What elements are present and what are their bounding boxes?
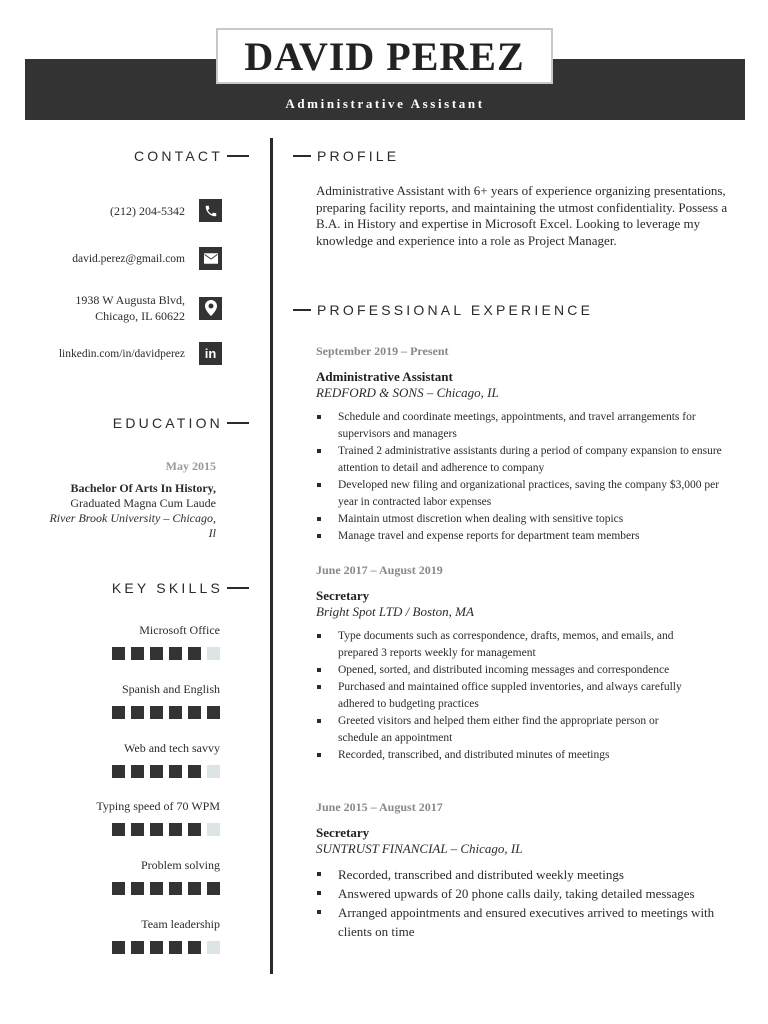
education-heading [113,415,249,431]
skill-dot-filled [188,941,201,954]
job-bullets [316,409,740,545]
skill-dot-filled [131,823,144,836]
skill-dot-filled [188,823,201,836]
skill-dot-filled [112,941,125,954]
skill-item [20,858,220,895]
heading-dash [227,422,249,424]
job-dates: June 2015 – August 2017 [316,800,443,814]
job-bullet: Recorded, transcribed and distributed weekly meetings [316,865,721,884]
phone-icon [199,199,222,222]
contact-linkedin-row [59,342,222,365]
candidate-name: DAVID PEREZ [244,33,525,79]
skill-dot-filled [188,882,201,895]
skill-dot-filled [131,941,144,954]
education-honors: Graduated Magna Cum Laude [70,496,216,510]
skill-rating [20,823,220,836]
contact-phone-row [110,199,222,222]
skills-heading [112,580,249,596]
job-dates: September 2019 – Present [316,344,449,358]
skill-dot-filled [188,765,201,778]
job-bullet: Purchased and maintained office suppled inventories, and always carefully adhered to budgeting practices [316,679,696,713]
skill-dot-filled [169,647,182,660]
skill-item [20,917,220,954]
candidate-title: Administrative Assistant [285,96,485,111]
job-bullet: Type documents such as correspondence, drafts, memos, and emails, and prepared 3 reports weekly for management [316,628,696,662]
location-icon [199,297,222,320]
job-bullets [316,628,696,764]
skill-label: Problem solving [140,858,220,872]
job-entry [316,344,740,545]
skill-dot-filled [207,706,220,719]
job-bullet: Maintain utmost discretion when dealing with sensitive topics [316,511,740,528]
address-line-1: 1938 W Augusta Blvd, [75,293,185,307]
email-icon [199,247,222,270]
skill-dot-empty [207,765,220,778]
skill-dot-filled [150,823,163,836]
skill-dot-filled [150,647,163,660]
job-dates: June 2017 – August 2019 [316,563,443,577]
skill-dot-filled [112,882,125,895]
profile-summary: Administrative Assistant with 6+ years of experience organizing presentations, preparing facility reports, and maintaining the utmost confidentiality. Possess a B.A. in History and expertise in Microsoft Excel. Looking to leverage my knowledge and experience into a role as Project Manager. [316,183,728,248]
skill-label: Web and tech savvy [124,741,220,755]
heading-dash [227,587,249,589]
education-heading-label: EDUCATION [112,415,223,431]
contact-address [75,292,185,324]
skill-dot-filled [169,765,182,778]
address-line-2: Chicago, IL 60622 [95,309,185,323]
skill-dot-filled [131,882,144,895]
contact-heading-label: CONTACT [133,148,223,164]
heading-dash [293,155,311,157]
skill-dot-filled [112,706,125,719]
skill-dot-filled [169,823,182,836]
skill-dot-filled [131,706,144,719]
job-bullets [316,865,721,941]
experience-heading-label: PROFESSIONAL EXPERIENCE [317,302,594,318]
skill-dot-filled [169,941,182,954]
skill-dot-empty [207,823,220,836]
education-date: May 2015 [165,459,216,473]
job-title: Secretary [316,588,370,603]
skill-dot-filled [169,882,182,895]
skill-rating [20,941,220,954]
job-bullet: Manage travel and expense reports for department team members [316,528,740,545]
education-degree: Bachelor Of Arts In History, [70,481,216,495]
skill-label: Spanish and English [122,682,220,696]
job-bullet: Arranged appointments and ensured executives arrived to meetings with clients on time [316,903,721,941]
job-bullet: Developed new filing and organizational practices, saving the company $3,000 per year in contracted labor expenses [316,477,740,511]
job-bullet: Recorded, transcribed, and distributed minutes of meetings [316,747,696,764]
skill-label: Microsoft Office [139,623,220,637]
job-bullet: Answered upwards of 20 phone calls daily, taking detailed messages [316,884,721,903]
skill-dot-empty [207,647,220,660]
skill-dot-filled [150,882,163,895]
job-company: REDFORD & SONS – Chicago, IL [316,385,499,400]
skill-label: Typing speed of 70 WPM [96,799,220,813]
job-entry [316,563,740,764]
contact-address-row [75,292,222,324]
job-company: Bright Spot LTD / Boston, MA [316,604,474,619]
job-title: Secretary [316,825,370,840]
skill-dot-filled [150,765,163,778]
skill-dot-filled [150,706,163,719]
profile-heading [293,148,399,164]
contact-email: david.perez@gmail.com [72,252,185,265]
job-bullet: Greeted visitors and helped them either find the appropriate person or schedule an appointment [316,713,696,747]
job-bullet: Trained 2 administrative assistants during a period of company expansion to ensure attention to detail and adherence to company [316,443,740,477]
skill-rating [20,882,220,895]
skill-dot-filled [150,941,163,954]
skill-dot-filled [112,765,125,778]
contact-heading [134,148,249,164]
column-divider [270,138,273,974]
job-bullet: Opened, sorted, and distributed incoming messages and correspondence [316,662,696,679]
skill-item [20,623,220,660]
education-school: River Brook University – Chicago, [49,511,216,525]
contact-phone: (212) 204-5342 [110,203,185,218]
skill-dot-filled [112,647,125,660]
skill-dot-filled [131,765,144,778]
contact-linkedin: linkedin.com/in/davidperez [58,347,185,360]
profile-heading-label: PROFILE [317,148,400,164]
skill-rating [20,647,220,660]
skill-dot-filled [188,647,201,660]
heading-dash [227,155,249,157]
skill-label: Team leadership [141,917,220,931]
skill-rating [20,765,220,778]
job-bullet: Schedule and coordinate meetings, appointments, and travel arrangements for supervisors and managers [316,409,740,443]
skills-heading-label: KEY SKILLS [111,580,223,596]
skill-dot-empty [207,941,220,954]
linkedin-icon: in [199,342,222,365]
job-entry [316,800,740,941]
skill-dot-filled [207,882,220,895]
skill-item [20,682,220,719]
education-school-state: Il [208,526,216,540]
skill-dot-filled [169,706,182,719]
skill-dot-filled [188,706,201,719]
skill-dot-filled [131,647,144,660]
skill-rating [20,706,220,719]
job-company: SUNTRUST FINANCIAL – Chicago, IL [316,841,523,856]
job-title: Administrative Assistant [316,369,453,384]
name-box [216,28,553,84]
education-entry [16,459,216,541]
contact-email-row [72,247,222,270]
skill-item [20,741,220,778]
heading-dash [293,309,311,311]
experience-heading [293,302,593,318]
skill-dot-filled [112,823,125,836]
skill-item [20,799,220,836]
